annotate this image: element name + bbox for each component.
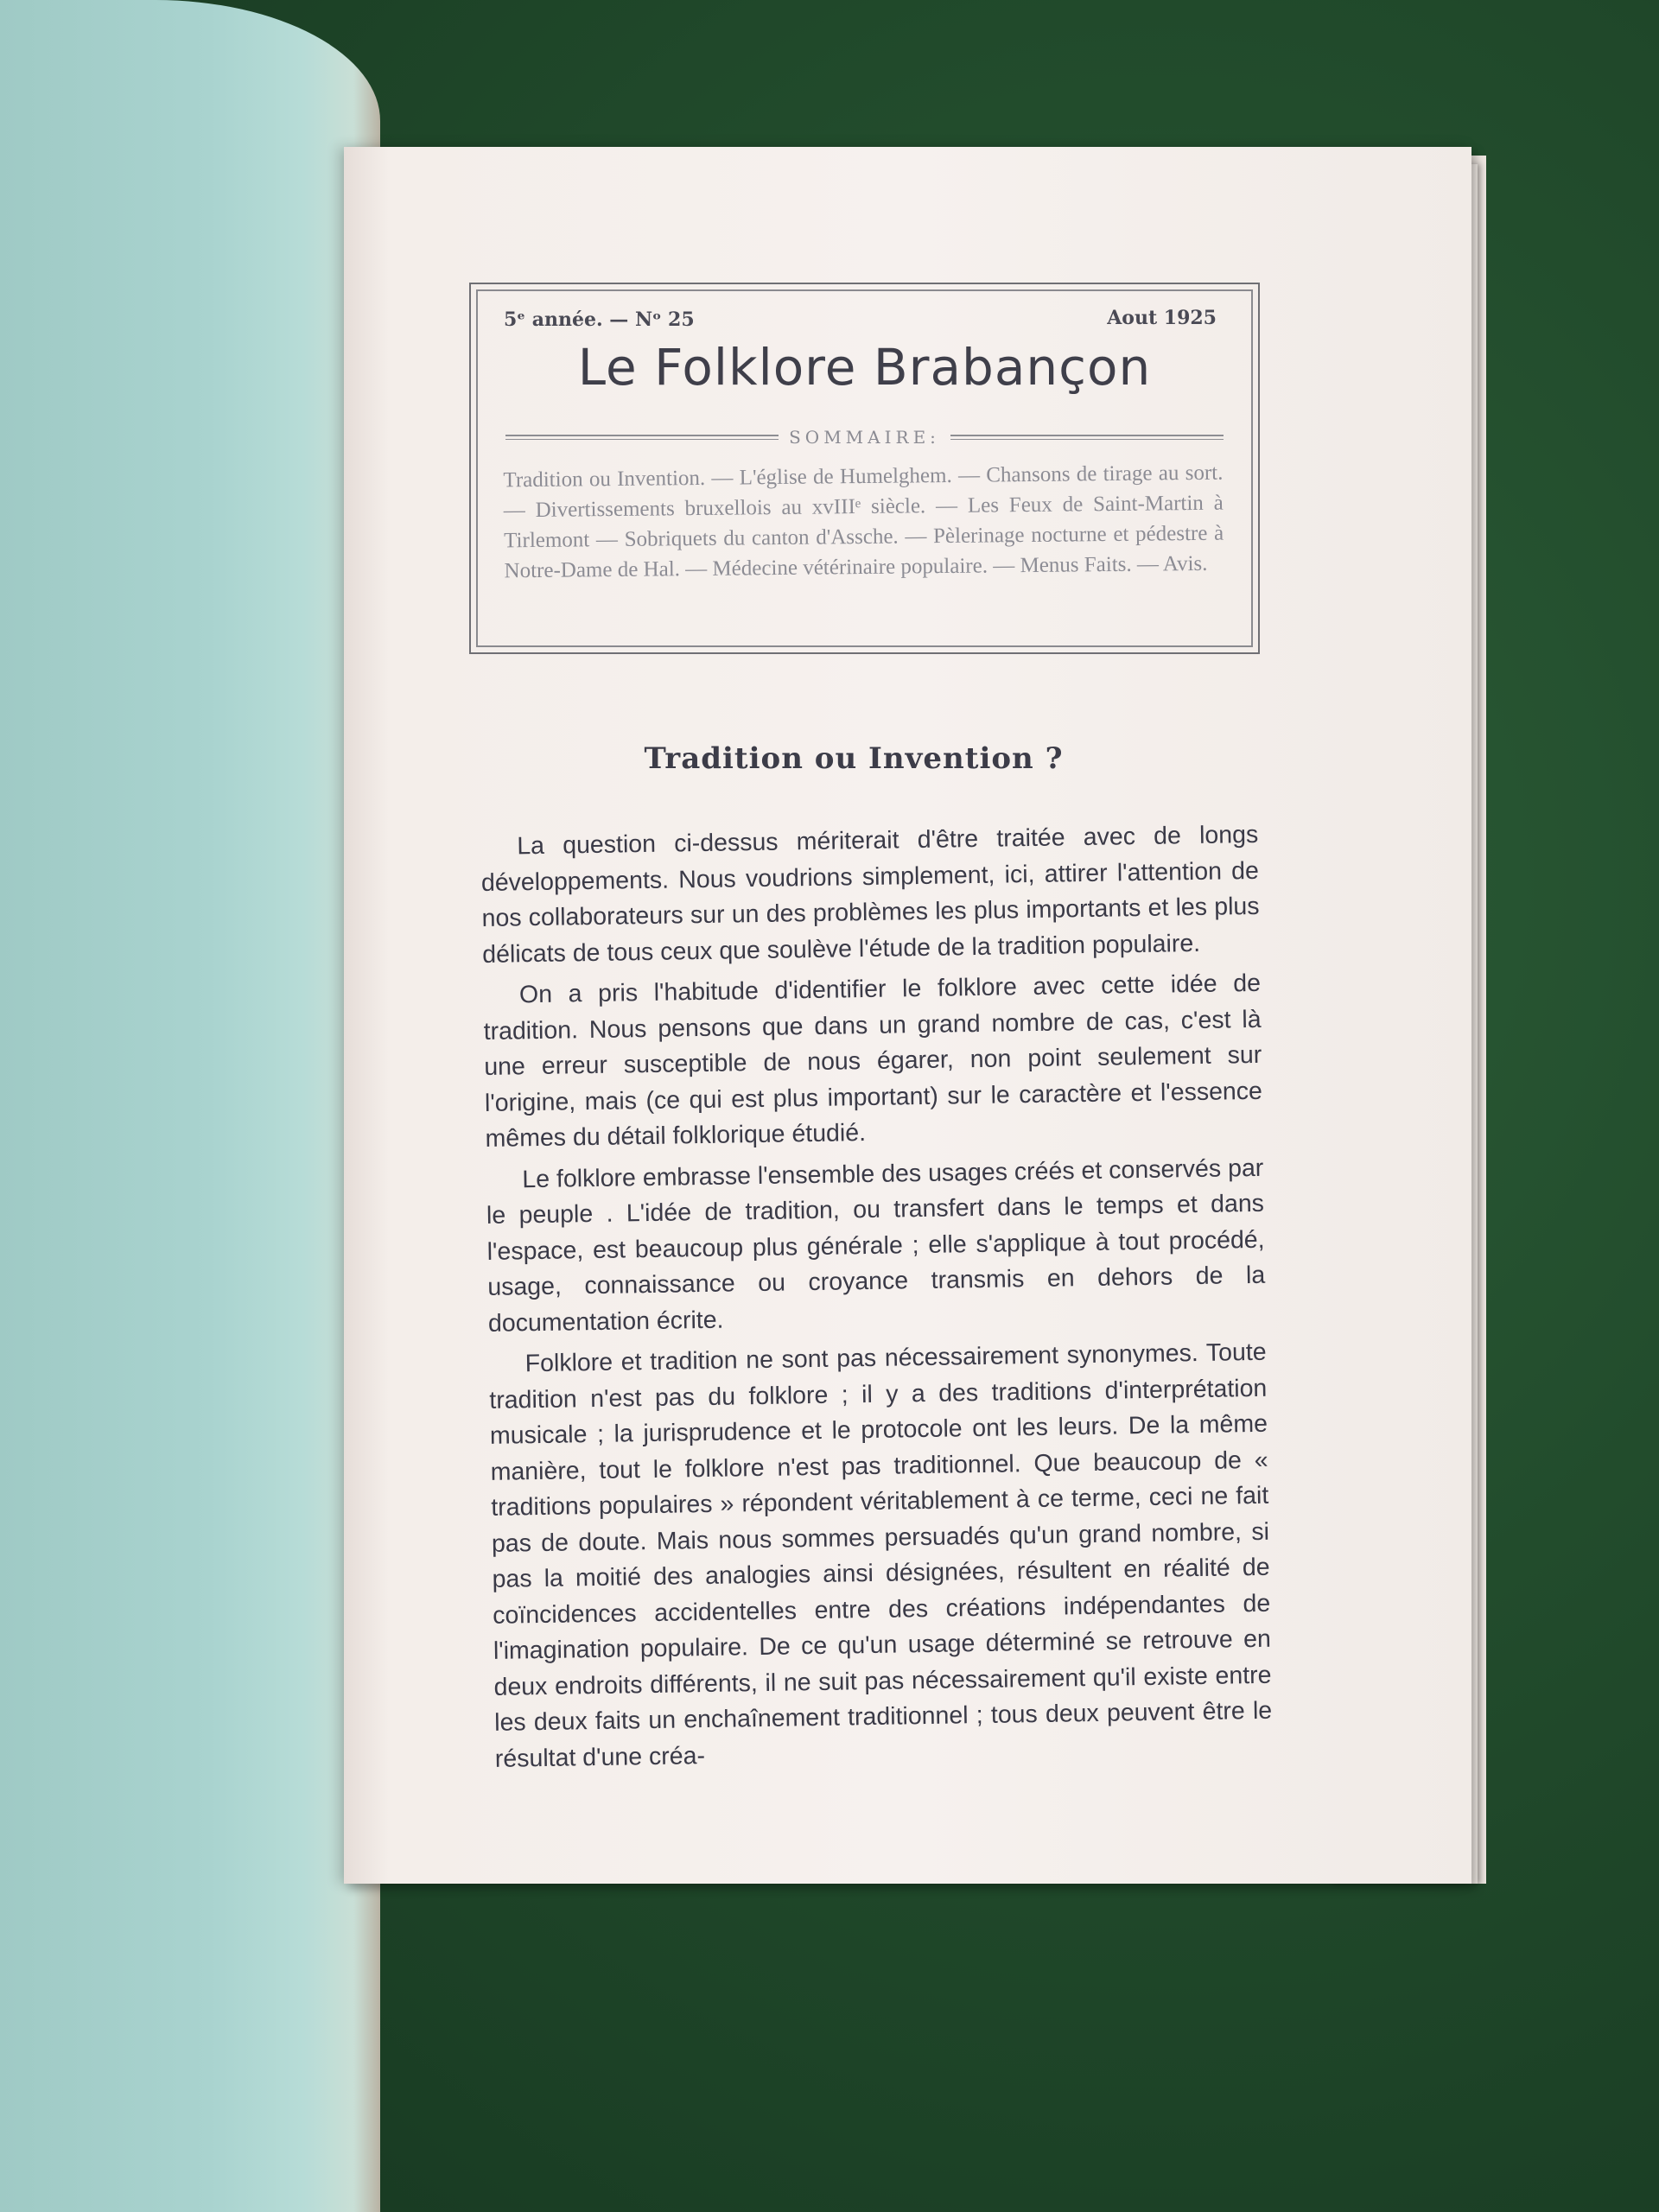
book-cover-left xyxy=(0,0,380,2212)
paragraph: La question ci-dessus mériterait d'être traitée avec de longs développements. Nous voudrions simplement, ici, attirer l'attention de nos collaborateurs sur un des problèmes les plus importants et les plus délicats de tous ceux que soulève l'étude de la tradition populaire. xyxy=(480,820,1260,969)
issue-date: Aout 1925 xyxy=(1107,307,1217,329)
paragraph: Le folklore embrasse l'ensemble des usages créés et conservés par le peuple . L'idée de tradition, ou transfert dans le temps et dans l'espace, est beaucoup plus générale ; elle s'applique à tout procédé, usage, connaissance ou croyance transmis en dehors de la documentation écrite. xyxy=(486,1154,1266,1338)
article-title: Tradition ou Invention ? xyxy=(644,741,1064,776)
document-page xyxy=(344,147,1471,1884)
table-of-contents: Tradition ou Invention. — L'église de Humelghem. — Chansons de tirage au sort. — Divertissements bruxellois au xvIIIᵉ siècle. — Les Feux de Saint-Martin à Tirlemont — Sobriquets du canton d'Assche. — Pèlerinage nocturne et pédestre à Notre-Dame de Hal. — Médecine vétérinaire populaire. — Menus Faits. — Avis. xyxy=(503,461,1224,583)
article-body xyxy=(480,817,1273,1783)
divider xyxy=(950,435,1224,440)
masthead-box xyxy=(469,283,1260,654)
paragraph: Folklore et tradition ne sont pas nécessairement synonymes. Toute tradition n'est pas du folklore ; il y a des traditions d'interprétation musicale ; la jurisprudence et le protocole ont les leurs. De la même manière, tout le folklore n'est pas traditionnel. Que beaucoup de « traditions populaires » répondent véritablement à ce terme, ceci ne fait pas de doute. Mais nous sommes persuadés qu'un grand nombre, si pas la moitié des analogies ainsi désignées, résultent en réalité de coïncidences accidentelles entre des créations indépendantes de l'imagination populaire. De ce qu'un usage déterminé se retrouve en deux endroits différents, il ne suit pas nécessairement qu'il existe entre les deux faits un enchaînement traditionnel ; tous deux peuvent être le résultat d'une créa- xyxy=(489,1338,1273,1773)
journal-title: Le Folklore Brabançon xyxy=(577,338,1152,397)
sommaire-header xyxy=(505,424,1224,450)
issue-number: 5ᵉ année. — Nᵒ 25 xyxy=(504,308,695,331)
paragraph: On a pris l'habitude d'identifier le folklore avec cette idée de tradition. Nous pensons que dans un grand nombre de cas, c'est là une erreur susceptible de nous égarer, non point seulement sur l'origine, mais (ce qui est plus important) sur le caractère et l'essence mêmes du détail folklorique étudié. xyxy=(483,969,1263,1153)
sommaire-label: SOMMAIRE: xyxy=(789,427,940,448)
divider xyxy=(505,435,779,440)
